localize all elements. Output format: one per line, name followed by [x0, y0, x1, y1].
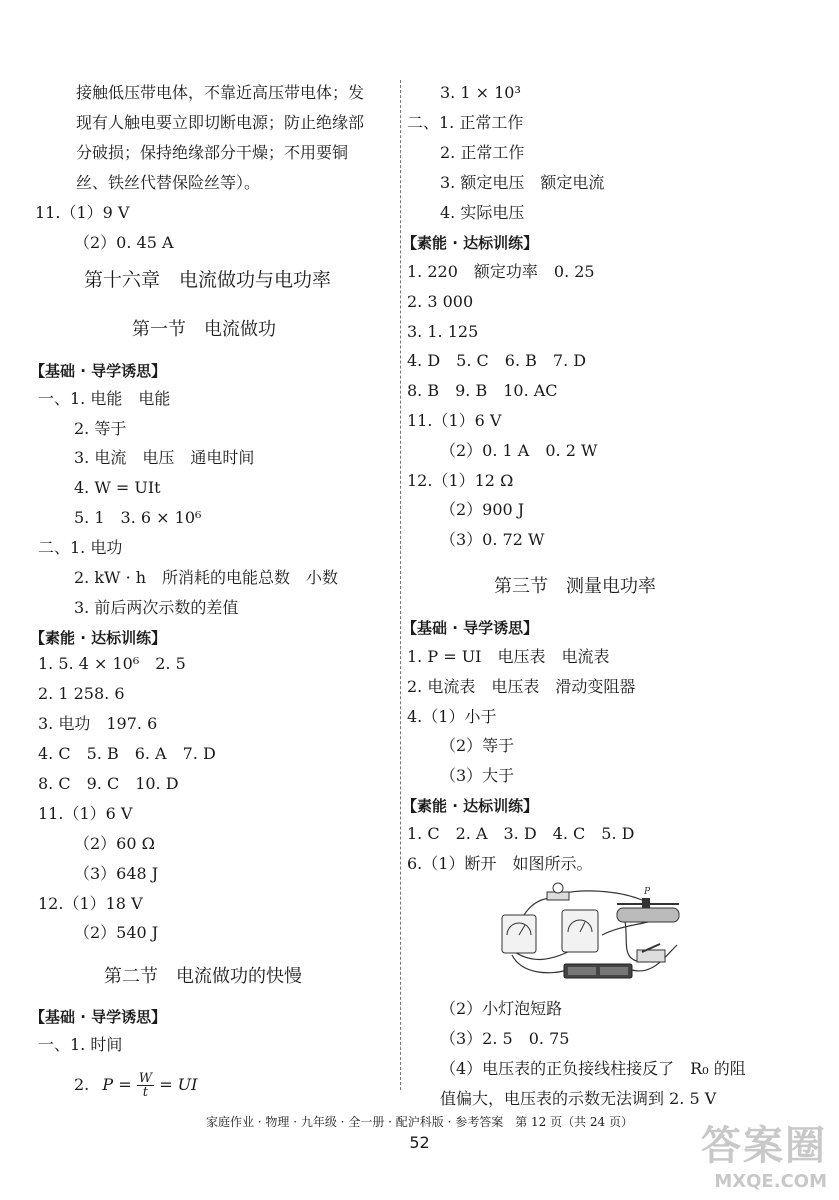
s1-t-9: 12.（1）18 V [38, 894, 143, 913]
s1-t-7: （2）60 Ω [74, 834, 155, 853]
s1-t-4: 4. C 5. B 6. A 7. D [38, 744, 216, 763]
s2-t-6: 11.（1）6 V [407, 411, 502, 430]
s1-b-4: 4. W = UIt [74, 478, 161, 497]
s3-b-2: 2. 电流表 电压表 滑动变阻器 [407, 677, 636, 696]
s3-t-1: 1. C 2. A 3. D 4. C 5. D [407, 824, 635, 843]
s3-after-4: 值偏大，电压表的示数无法调到 2. 5 V [440, 1089, 717, 1108]
s2-t-2: 2. 3 000 [407, 292, 474, 311]
column-divider [400, 80, 401, 1090]
s1-t-6: 11.（1）6 V [38, 804, 133, 823]
s2-train-label: 【素能 · 达标训练】 [402, 234, 539, 252]
s2-t-8: 12.（1）12 Ω [407, 471, 514, 490]
s2-t-3: 3. 1. 125 [407, 322, 479, 341]
s3-basic-label: 【基础 · 导学诱思】 [402, 619, 539, 637]
switch-icon [637, 944, 665, 962]
s3-b-3: 4.（1）小于 [407, 707, 497, 726]
s1-t-10: （2）540 J [74, 923, 159, 942]
s1-t-1: 1. 5. 4 × 10⁶ 2. 5 [38, 654, 186, 673]
answer-11-2: （2）0. 45 A [74, 233, 174, 252]
s2-t-5: 8. B 9. B 10. AC [407, 381, 558, 400]
s1-train-label: 【素能 · 达标训练】 [30, 629, 167, 647]
watermark-logo [701, 1114, 827, 1192]
s1-b2-2: 2. kW · h 所消耗的电能总数 小数 [74, 568, 339, 587]
s3-b-4: （2）等于 [440, 736, 515, 755]
s3-after-1: （2）小灯泡短路 [440, 999, 563, 1018]
s1-b-1: 一、1. 电能 电能 [38, 389, 171, 408]
r-line-1: 3. 1 × 10³ [440, 83, 521, 102]
svg-text:P: P [644, 887, 651, 897]
r-line-2: 二、1. 正常工作 [407, 113, 524, 132]
s1-b-5: 5. 1 3. 6 × 10⁶ [74, 508, 202, 527]
s1-t-2: 2. 1 258. 6 [38, 684, 125, 703]
s2-t-1: 1. 220 额定功率 0. 25 [407, 262, 595, 281]
s3-after-2: （3）2. 5 0. 75 [440, 1029, 570, 1048]
s2-b2-number: 2. [74, 1075, 90, 1094]
answer-11-1: 11.（1）9 V [35, 203, 130, 222]
intro-line-1: 接触低压带电体，不靠近高压带电体；发 [76, 83, 365, 102]
page-footer: 家庭作业 · 物理 · 九年级 · 全一册 · 配沪科版 · 参考答案 第 12 页（共 24 页） [205, 1115, 634, 1129]
s2-b-2 [74, 1072, 197, 1099]
s1-t-5: 8. C 9. C 10. D [38, 774, 179, 793]
s3-after-3: （4）电压表的正负接线柱接反了 R₀ 的阻 [440, 1059, 746, 1078]
s1-basic-label: 【基础 · 导学诱思】 [30, 362, 167, 380]
circuit-diagram [492, 880, 692, 988]
s2-b2-p: P = [102, 1075, 132, 1094]
intro-line-2: 现有人触电要立即切断电源；防止绝缘部 [76, 113, 365, 132]
s1-t-3: 3. 电功 197. 6 [38, 714, 158, 733]
s2-b-1: 一、1. 时间 [38, 1035, 123, 1054]
voltmeter-icon [502, 915, 536, 953]
s1-b2-3: 3. 前后两次示数的差值 [74, 598, 239, 617]
rheostat-icon [617, 887, 679, 922]
s3-train-label: 【素能 · 达标训练】 [402, 797, 539, 815]
r-line-3: 2. 正常工作 [440, 143, 525, 162]
s1-b2-1: 二、1. 电功 [38, 538, 123, 557]
s1-b-3: 3. 电流 电压 通电时间 [74, 448, 255, 467]
s3-b-1: 1. P = UI 电压表 电流表 [407, 647, 610, 666]
r-line-4: 3. 额定电压 额定电流 [440, 173, 605, 192]
watermark-sub: MXQE.COM [714, 1171, 827, 1192]
intro-line-4: 丝、铁丝代替保险丝等）。 [76, 173, 261, 192]
watermark-main: 答案圈 [701, 1123, 827, 1169]
s2-t-4: 4. D 5. C 6. B 7. D [407, 351, 587, 370]
s3-t-2: 6.（1）断开 如图所示。 [407, 854, 593, 873]
chapter-title: 第十六章 电流做功与电功率 [84, 269, 332, 291]
s1-t-8: （3）648 J [74, 864, 159, 883]
s1-b-2: 2. 等于 [74, 419, 127, 438]
section-3-title: 第三节 测量电功率 [494, 576, 656, 597]
section-1-title: 第一节 电流做功 [132, 319, 276, 340]
fraction-w-over-t [137, 1072, 154, 1099]
battery-icon [564, 964, 632, 978]
section-2-title: 第二节 电流做功的快慢 [104, 966, 302, 987]
s3-b-5: （3）大于 [440, 766, 515, 785]
intro-line-3: 分破损；保持绝缘部分干燥；不用要铜 [76, 143, 349, 162]
s2-t-10: （3）0. 72 W [440, 530, 545, 549]
s2-basic-label: 【基础 · 导学诱思】 [30, 1008, 167, 1026]
ammeter-icon [562, 910, 598, 952]
s2-t-7: （2）0. 1 A 0. 2 W [440, 441, 598, 460]
fraction-numerator: W [138, 1071, 153, 1086]
s2-t-9: （2）900 J [440, 500, 525, 519]
lamp-icon [547, 883, 569, 900]
s2-b2-suffix: = UI [159, 1075, 198, 1094]
fraction-denominator: t [142, 1085, 149, 1100]
page-number: 52 [409, 1133, 430, 1152]
r-line-5: 4. 实际电压 [440, 203, 525, 222]
